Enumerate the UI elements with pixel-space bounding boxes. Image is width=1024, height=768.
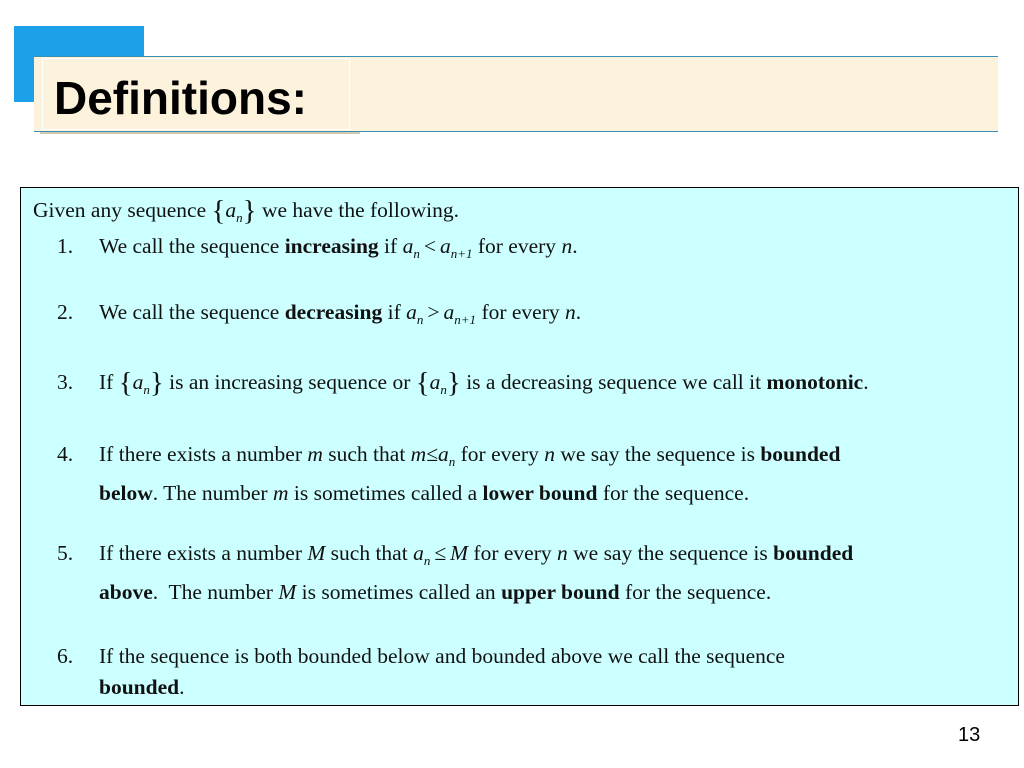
definition-item-1 [57,234,578,262]
math-subscript: n [236,210,243,225]
page-number: 13 [958,724,981,746]
math-subscript: n [440,382,447,397]
math-var: M [307,541,326,565]
math-var: a [225,198,237,222]
math-var: m [272,481,289,505]
item-text: for the sequence. [624,580,772,604]
math-var: n [544,442,555,466]
intro-text: Given any sequence [33,198,207,222]
math-operator: > [427,300,440,324]
item-number: 3. [57,370,74,394]
item-text: If [99,370,114,394]
math-subscript: n+1 [454,312,477,327]
math-var: a [402,234,414,258]
item-text: we say the sequence is [560,442,755,466]
item-line-2 [99,580,853,605]
item-number: 6. [57,644,74,668]
math-var: m [410,442,427,466]
item-text: such that [328,442,406,466]
math-subscript: n [448,454,456,469]
item-text: If there exists a number [99,442,302,466]
term-lower-bound: lower bound [482,481,598,505]
math-var: M [450,541,469,565]
item-text: . [575,300,582,324]
definition-item-2 [57,300,581,328]
item-text: . [863,370,869,394]
math-var: a [439,234,451,258]
item-text: We call the sequence [99,234,280,258]
item-text: for every [477,234,557,258]
term-upper-bound: upper bound [501,580,620,604]
math-subscript: n [143,382,150,397]
term-bounded: bounded [99,675,180,699]
term-bounded: bounded [773,541,854,565]
math-subscript: n+1 [450,246,473,261]
term-increasing: increasing [284,234,379,258]
math-var: a [132,370,144,394]
math-var: a [438,442,449,466]
left-brace: { [211,195,226,227]
definition-item-5 [57,541,853,605]
item-text: such that [330,541,408,565]
item-text: we say the sequence is [573,541,768,565]
item-number: 2. [57,300,74,324]
math-operator: ≤ [434,541,447,565]
math-var: a [429,370,441,394]
math-var: M [278,580,297,604]
item-line-2 [99,481,840,506]
item-line-2 [99,675,785,700]
left-brace: { [415,367,430,399]
item-text: If the sequence is both bounded below and bounded above we call the sequence [99,644,785,668]
math-subscript: n [416,312,424,327]
item-text: is sometimes called a [293,481,478,505]
item-text: . The number [152,580,273,604]
right-brace: } [149,367,164,399]
item-number: 4. [57,442,74,466]
term-below: below [99,481,153,505]
term-decreasing: decreasing [284,300,383,324]
math-operator: < [423,234,436,258]
item-text: for every [481,300,560,324]
item-text: is a decreasing sequence we call it [466,370,762,394]
item-text: for every [473,541,552,565]
math-var: a [413,541,424,565]
item-text: if [387,300,401,324]
term-monotonic: monotonic [766,370,864,394]
math-var: n [557,541,568,565]
term-above: above [99,580,153,604]
math-subscript: n [423,553,431,568]
item-text: is an increasing sequence or [169,370,411,394]
math-var: a [443,300,455,324]
definitions-panel [20,187,1019,706]
item-text: is sometimes called an [301,580,496,604]
item-text: for every [460,442,539,466]
item-text: if [384,234,398,258]
math-operator: ≤ [426,442,439,466]
item-text: . The number [152,481,268,505]
math-var: m [307,442,323,466]
right-brace: } [242,195,257,227]
math-subscript: n [413,246,420,261]
definition-item-4 [57,442,840,506]
math-var: a [406,300,417,324]
definition-item-6 [57,644,785,700]
item-text: for the sequence. [602,481,750,505]
page-title: Definitions: [54,72,307,124]
term-bounded: bounded [760,442,841,466]
item-text: . [572,234,578,258]
intro-text: we have the following. [261,198,459,222]
item-text: . [179,675,185,699]
intro-line [33,195,459,227]
item-number: 5. [57,541,74,565]
math-var: n [561,234,573,258]
item-text: We call the sequence [99,300,280,324]
math-var: n [565,300,576,324]
item-text: If there exists a number [99,541,302,565]
left-brace: { [118,367,133,399]
item-number: 1. [57,234,74,258]
definition-item-3 [57,367,869,399]
right-brace: } [446,367,461,399]
